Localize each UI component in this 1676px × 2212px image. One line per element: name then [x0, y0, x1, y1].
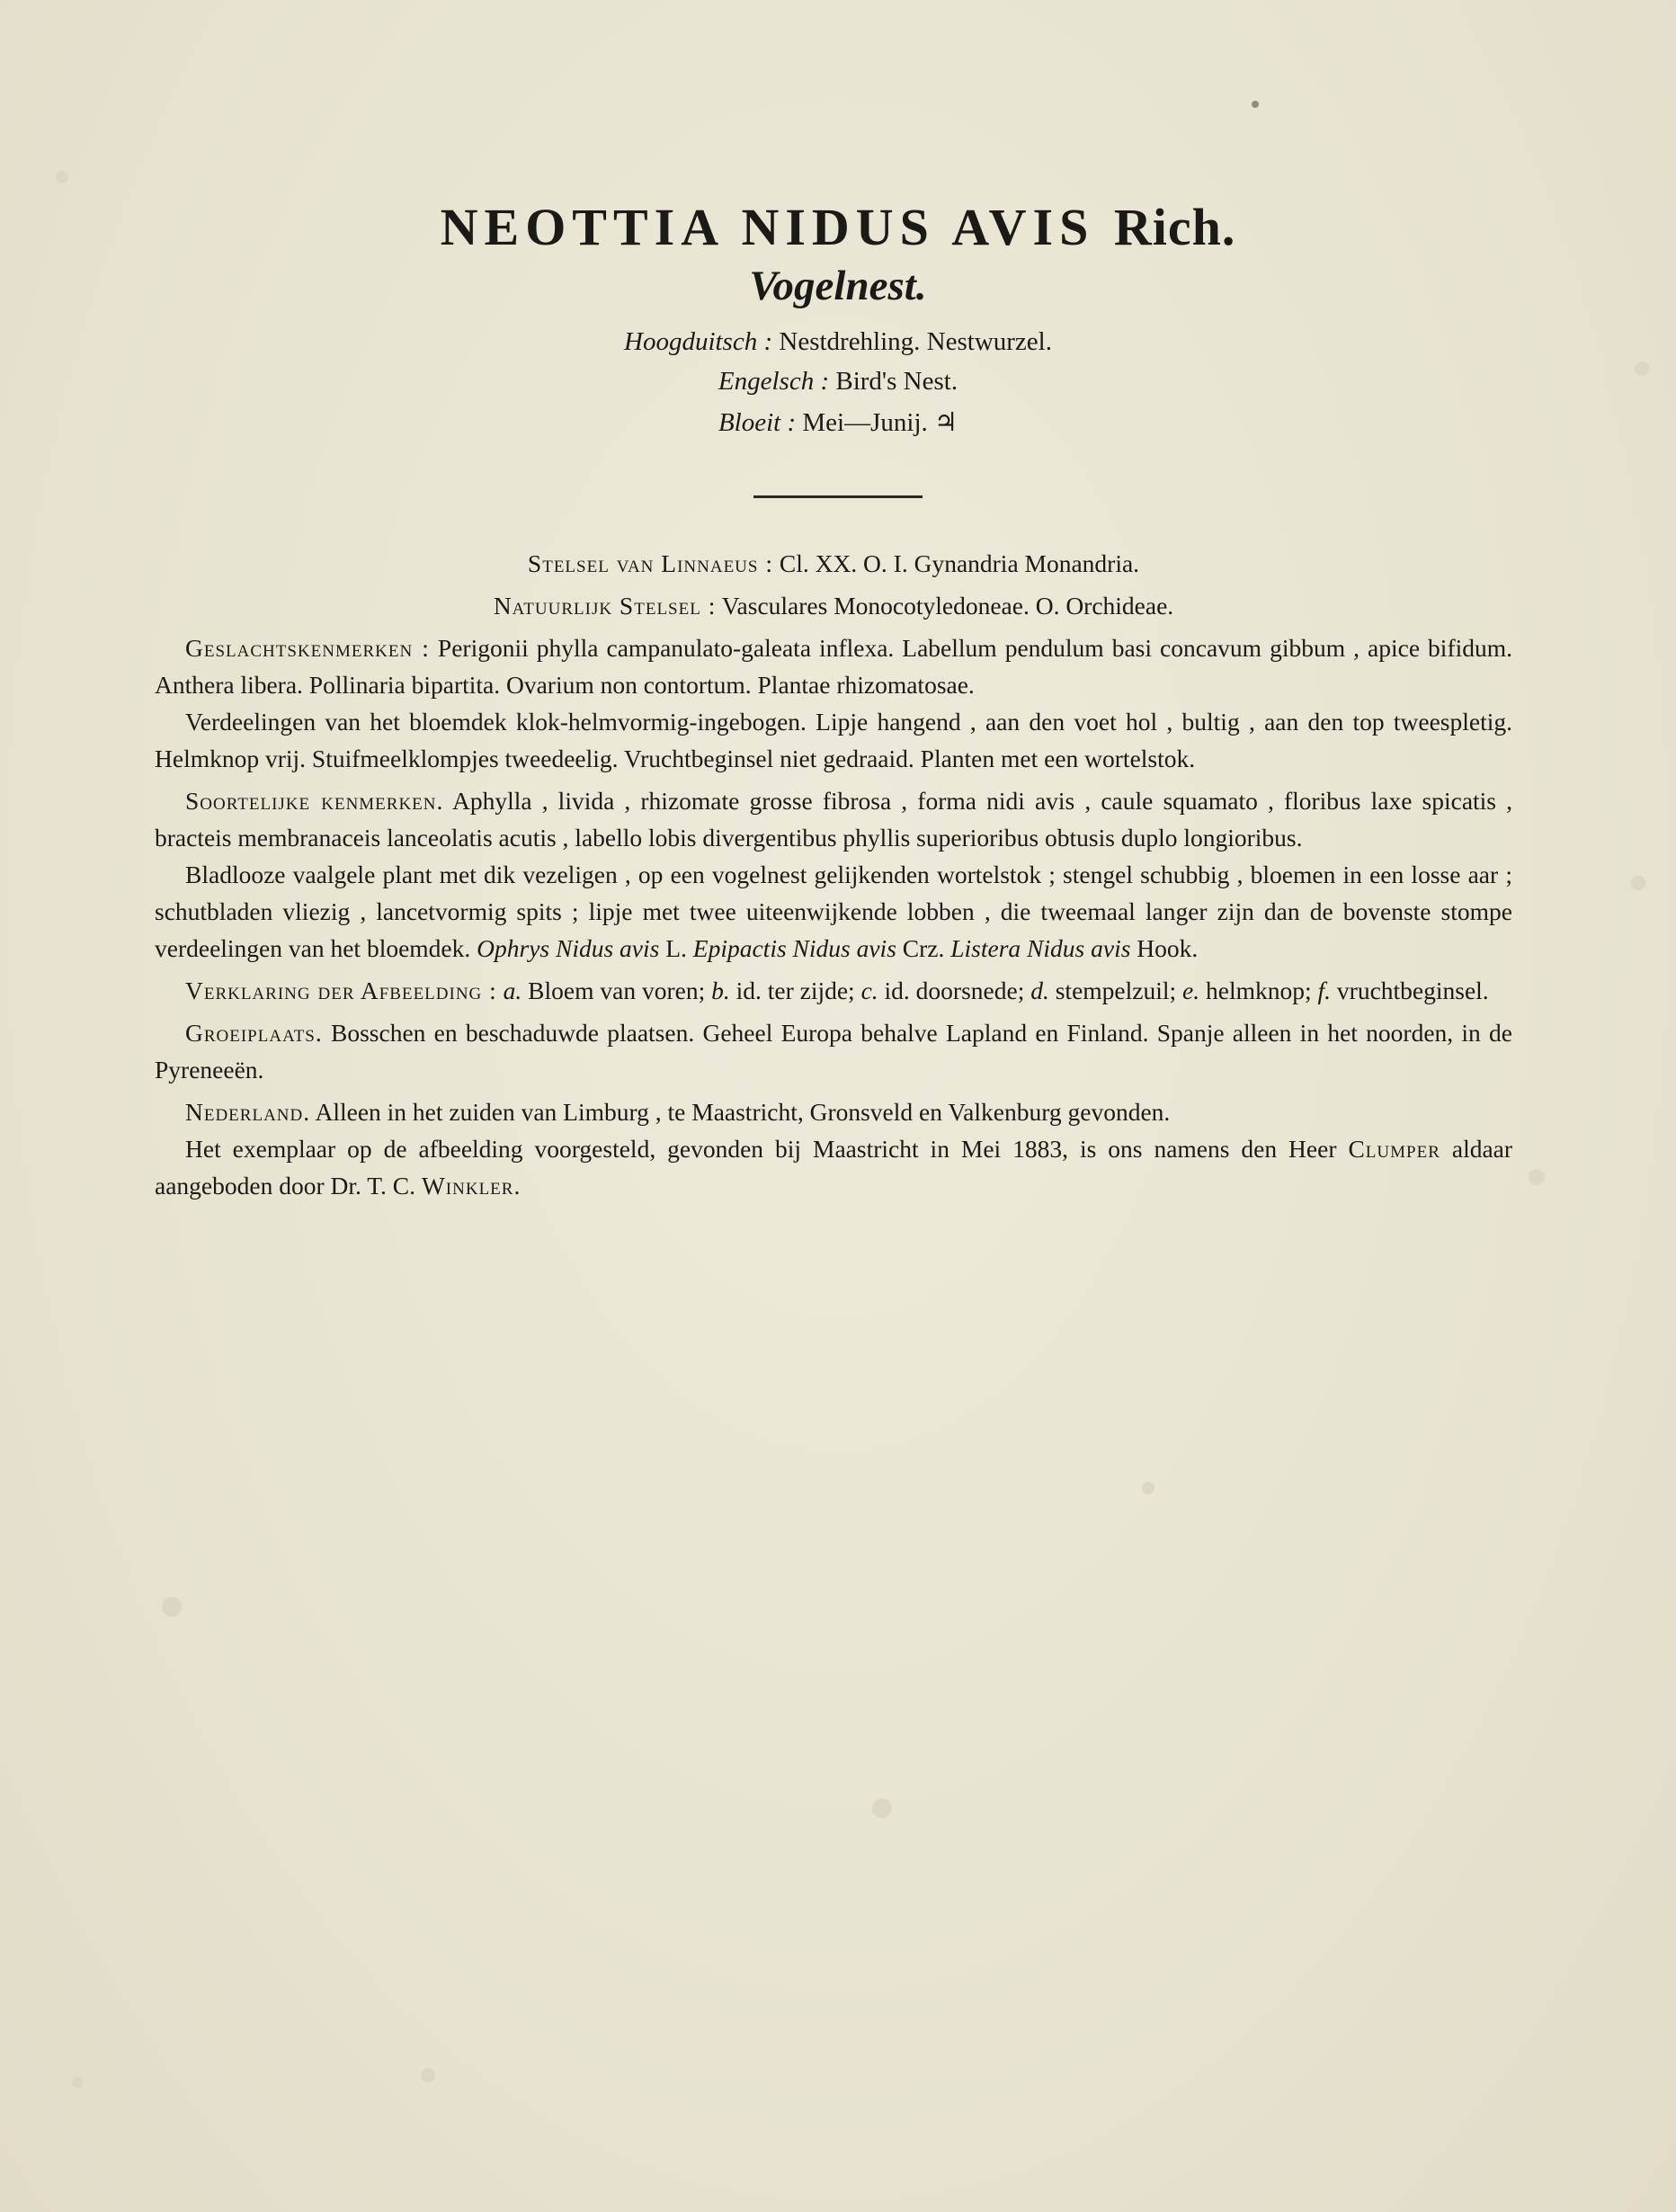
synonym-2-author: Crz.: [902, 934, 945, 962]
genus-text: Perigonii phylla campanulato-galeata inflexa. Labellum pendulum basi concavum gibbum , apice bifidum. Anthera libera. Pollinaria bipartita. Ovarium non contortum. Plantae rhizomatosae.: [155, 634, 1513, 699]
species-text: Aphylla , livida , rhizomate grosse fibrosa , forma nidi avis , caule squamato , floribus laxe spicatis , bracteis membranaceis lanceolatis acutis , labello lobis divergentibus phyllis superioribus obtusis duplo longioribus.: [155, 787, 1512, 852]
exp-a-text: Bloem van voren;: [528, 977, 706, 1004]
paper-spot: [1529, 1169, 1545, 1185]
synonym-3-author: Hook.: [1137, 934, 1199, 962]
genus-label: Geslachtskenmerken :: [185, 634, 430, 662]
specimen-note: [155, 1130, 1512, 1204]
synonym-1-author: L.: [665, 934, 687, 962]
specimen-text: Het exemplaar op de afbeelding voorgesteld, gevonden bij Maastricht in Mei 1883, is ons namens den Heer: [185, 1135, 1337, 1163]
paper-spot: [1142, 1482, 1154, 1494]
bloom-value: Mei—Junij. ♃: [802, 408, 958, 437]
habitat: [155, 1014, 1512, 1088]
bloom-label: Bloeit :: [718, 408, 797, 437]
genus-characters: [155, 629, 1512, 703]
paper-spot: [1631, 876, 1645, 890]
species-dutch-text: Bladlooze vaalgele plant met dik vezeligen , op een vogelnest gelijkenden wortelstok ; stengel schubbig , bloemen in een losse aar ; schutbladen vliezig , lancetvormig spits ; lipje met twee uiteenwijkende lobben , die tweemaal langer zijn dan de bovenste stompe verdeelingen van het bloemdek.: [155, 861, 1512, 962]
german-value: Nestdrehling. Nestwurzel.: [779, 327, 1052, 356]
natural-text: Vasculares Monocotyledoneae. O. Orchideae.: [721, 592, 1174, 620]
exp-d-text: stempelzuil;: [1055, 977, 1177, 1004]
habitat-text: Bosschen en beschaduwde plaatsen. Geheel Europa behalve Lapland en Finland. Spanje alleen in het noorden, in de Pyreneeën.: [155, 1019, 1512, 1084]
linnaeus-line: [155, 545, 1512, 582]
natural-system-line: [155, 587, 1512, 624]
description-body: [155, 545, 1512, 1204]
species-title: [0, 196, 1676, 259]
bloom-line: [0, 405, 1676, 441]
paper-spot: [1252, 101, 1259, 108]
netherlands: [155, 1093, 1512, 1130]
exp-e-text: helmknop;: [1206, 977, 1312, 1004]
habitat-label: Groeiplaats.: [185, 1019, 323, 1047]
exp-e-letter: e.: [1182, 977, 1200, 1004]
explanation-label: Verklaring der Afbeelding :: [185, 977, 497, 1004]
exp-d-letter: d.: [1030, 977, 1049, 1004]
german-label: Hoogduitsch :: [624, 327, 773, 356]
specimen-text-2: aldaar aangeboden door Dr. T. C.: [155, 1135, 1513, 1200]
synonym-1: Ophrys Nidus avis: [477, 934, 660, 962]
clumper-name: Clumper: [1348, 1135, 1440, 1163]
species-dutch: [155, 856, 1512, 967]
figure-explanation: [155, 972, 1512, 1009]
linnaeus-text: Cl. XX. O. I. Gynandria Monandria.: [779, 549, 1140, 577]
english-value: Bird's Nest.: [835, 367, 958, 396]
exp-a-letter: a.: [503, 977, 522, 1004]
netherlands-text: Alleen in het zuiden van Limburg , te Maastricht, Gronsveld en Valkenburg gevonden.: [315, 1098, 1171, 1126]
english-name-line: [0, 363, 1676, 399]
exp-f-letter: f.: [1317, 977, 1332, 1004]
species-characters: [155, 782, 1512, 856]
exp-b-text: id. ter zijde;: [735, 977, 855, 1004]
species-label: Soortelijke kenmerken.: [185, 787, 444, 815]
paper-spot: [872, 1798, 892, 1818]
exp-b-letter: b.: [711, 977, 730, 1004]
vernacular-name: Vogelnest.: [749, 263, 927, 309]
species-name: NEOTTIA NIDUS AVIS: [440, 198, 1095, 256]
linnaeus-label: Stelsel van Linnaeus :: [527, 549, 773, 577]
natural-label: Natuurlijk Stelsel :: [493, 592, 717, 620]
paper-spot: [56, 171, 68, 183]
netherlands-label: Nederland.: [185, 1098, 311, 1126]
synonym-3: Listera Nidus avis: [950, 934, 1131, 962]
divider-rule: [753, 495, 923, 498]
exp-c-text: id. doorsnede;: [884, 977, 1025, 1004]
exp-f-text: vruchtbeginsel.: [1336, 977, 1489, 1004]
english-label: Engelsch :: [718, 367, 830, 396]
paper-spot: [72, 2077, 83, 2088]
exp-c-letter: c.: [860, 977, 878, 1004]
species-author: Rich.: [1113, 198, 1236, 256]
winkler-name: Winkler.: [421, 1172, 522, 1200]
synonym-2: Epipactis Nidus avis: [692, 934, 896, 962]
genus-dutch: Verdeelingen van het bloemdek klok-helmvormig-ingebogen. Lipje hangend , aan den voet hol , bultig , aan den top tweespletig. Helmknop vrij. Stuifmeelklompjes tweedeelig. Vruchtbeginsel niet gedraaid. Planten met een wortelstok.: [155, 708, 1512, 772]
german-name-line: [0, 324, 1676, 360]
paper-spot: [421, 2068, 435, 2083]
paper-spot: [162, 1597, 182, 1617]
